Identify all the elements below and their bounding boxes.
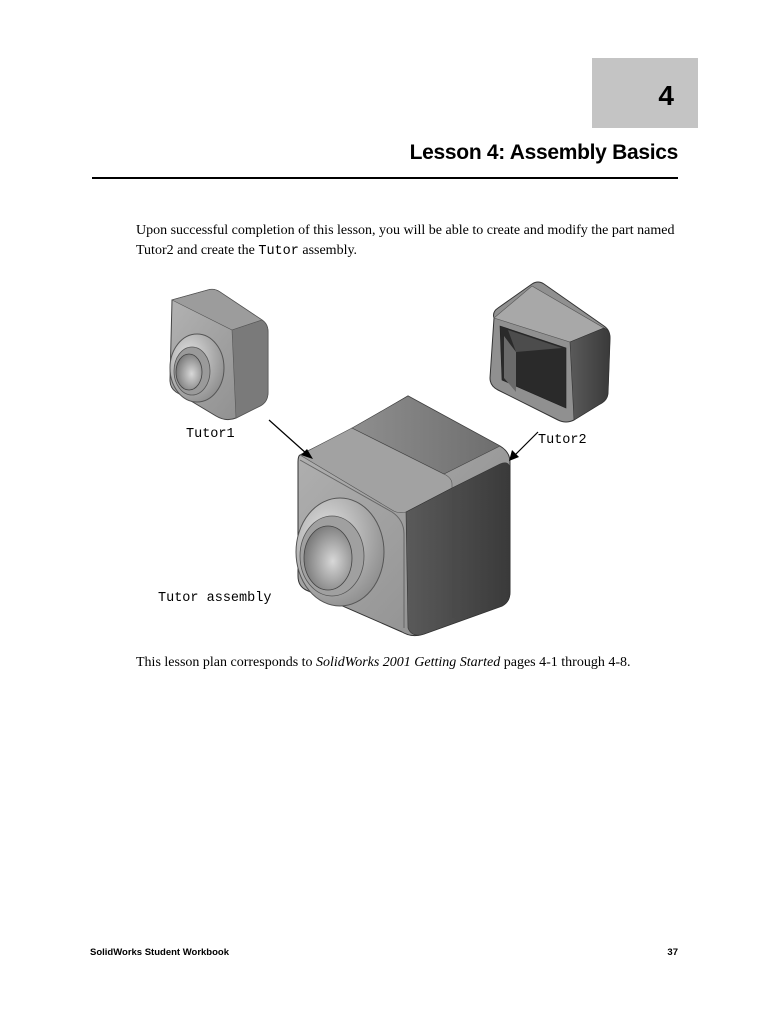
intro-text-after: assembly. <box>298 243 358 258</box>
footer-title: SolidWorks Student Workbook <box>90 947 229 958</box>
intro-text-before: Upon successful completion of this lesson, you will be able to create and modify the part named Tutor2 and create the <box>136 223 675 258</box>
tutor2-part <box>490 282 610 422</box>
tutor2-leader-arrow <box>509 432 538 461</box>
label-tutor-assembly <box>158 591 271 606</box>
intro-code: Tutor <box>258 244 299 259</box>
label-assembly-name: Tutor <box>158 591 199 606</box>
label-assembly-suffix: assembly <box>206 591 272 606</box>
footer-page-number: 37 <box>667 947 678 958</box>
chapter-number: 4 <box>658 80 674 111</box>
lesson-title: Lesson 4: Assembly Basics <box>409 141 678 164</box>
label-tutor2: Tutor2 <box>538 433 587 448</box>
reference-paragraph <box>136 653 696 673</box>
reference-book-title: SolidWorks 2001 Getting Started <box>316 655 501 670</box>
tutor1-part <box>170 289 268 419</box>
reference-after: pages 4-1 through 4-8. <box>500 655 631 670</box>
label-tutor1: Tutor1 <box>186 427 235 442</box>
tutor1-leader-arrow <box>269 420 313 459</box>
reference-before: This lesson plan corresponds to <box>136 655 317 670</box>
tutor-assembly-part <box>296 396 510 636</box>
